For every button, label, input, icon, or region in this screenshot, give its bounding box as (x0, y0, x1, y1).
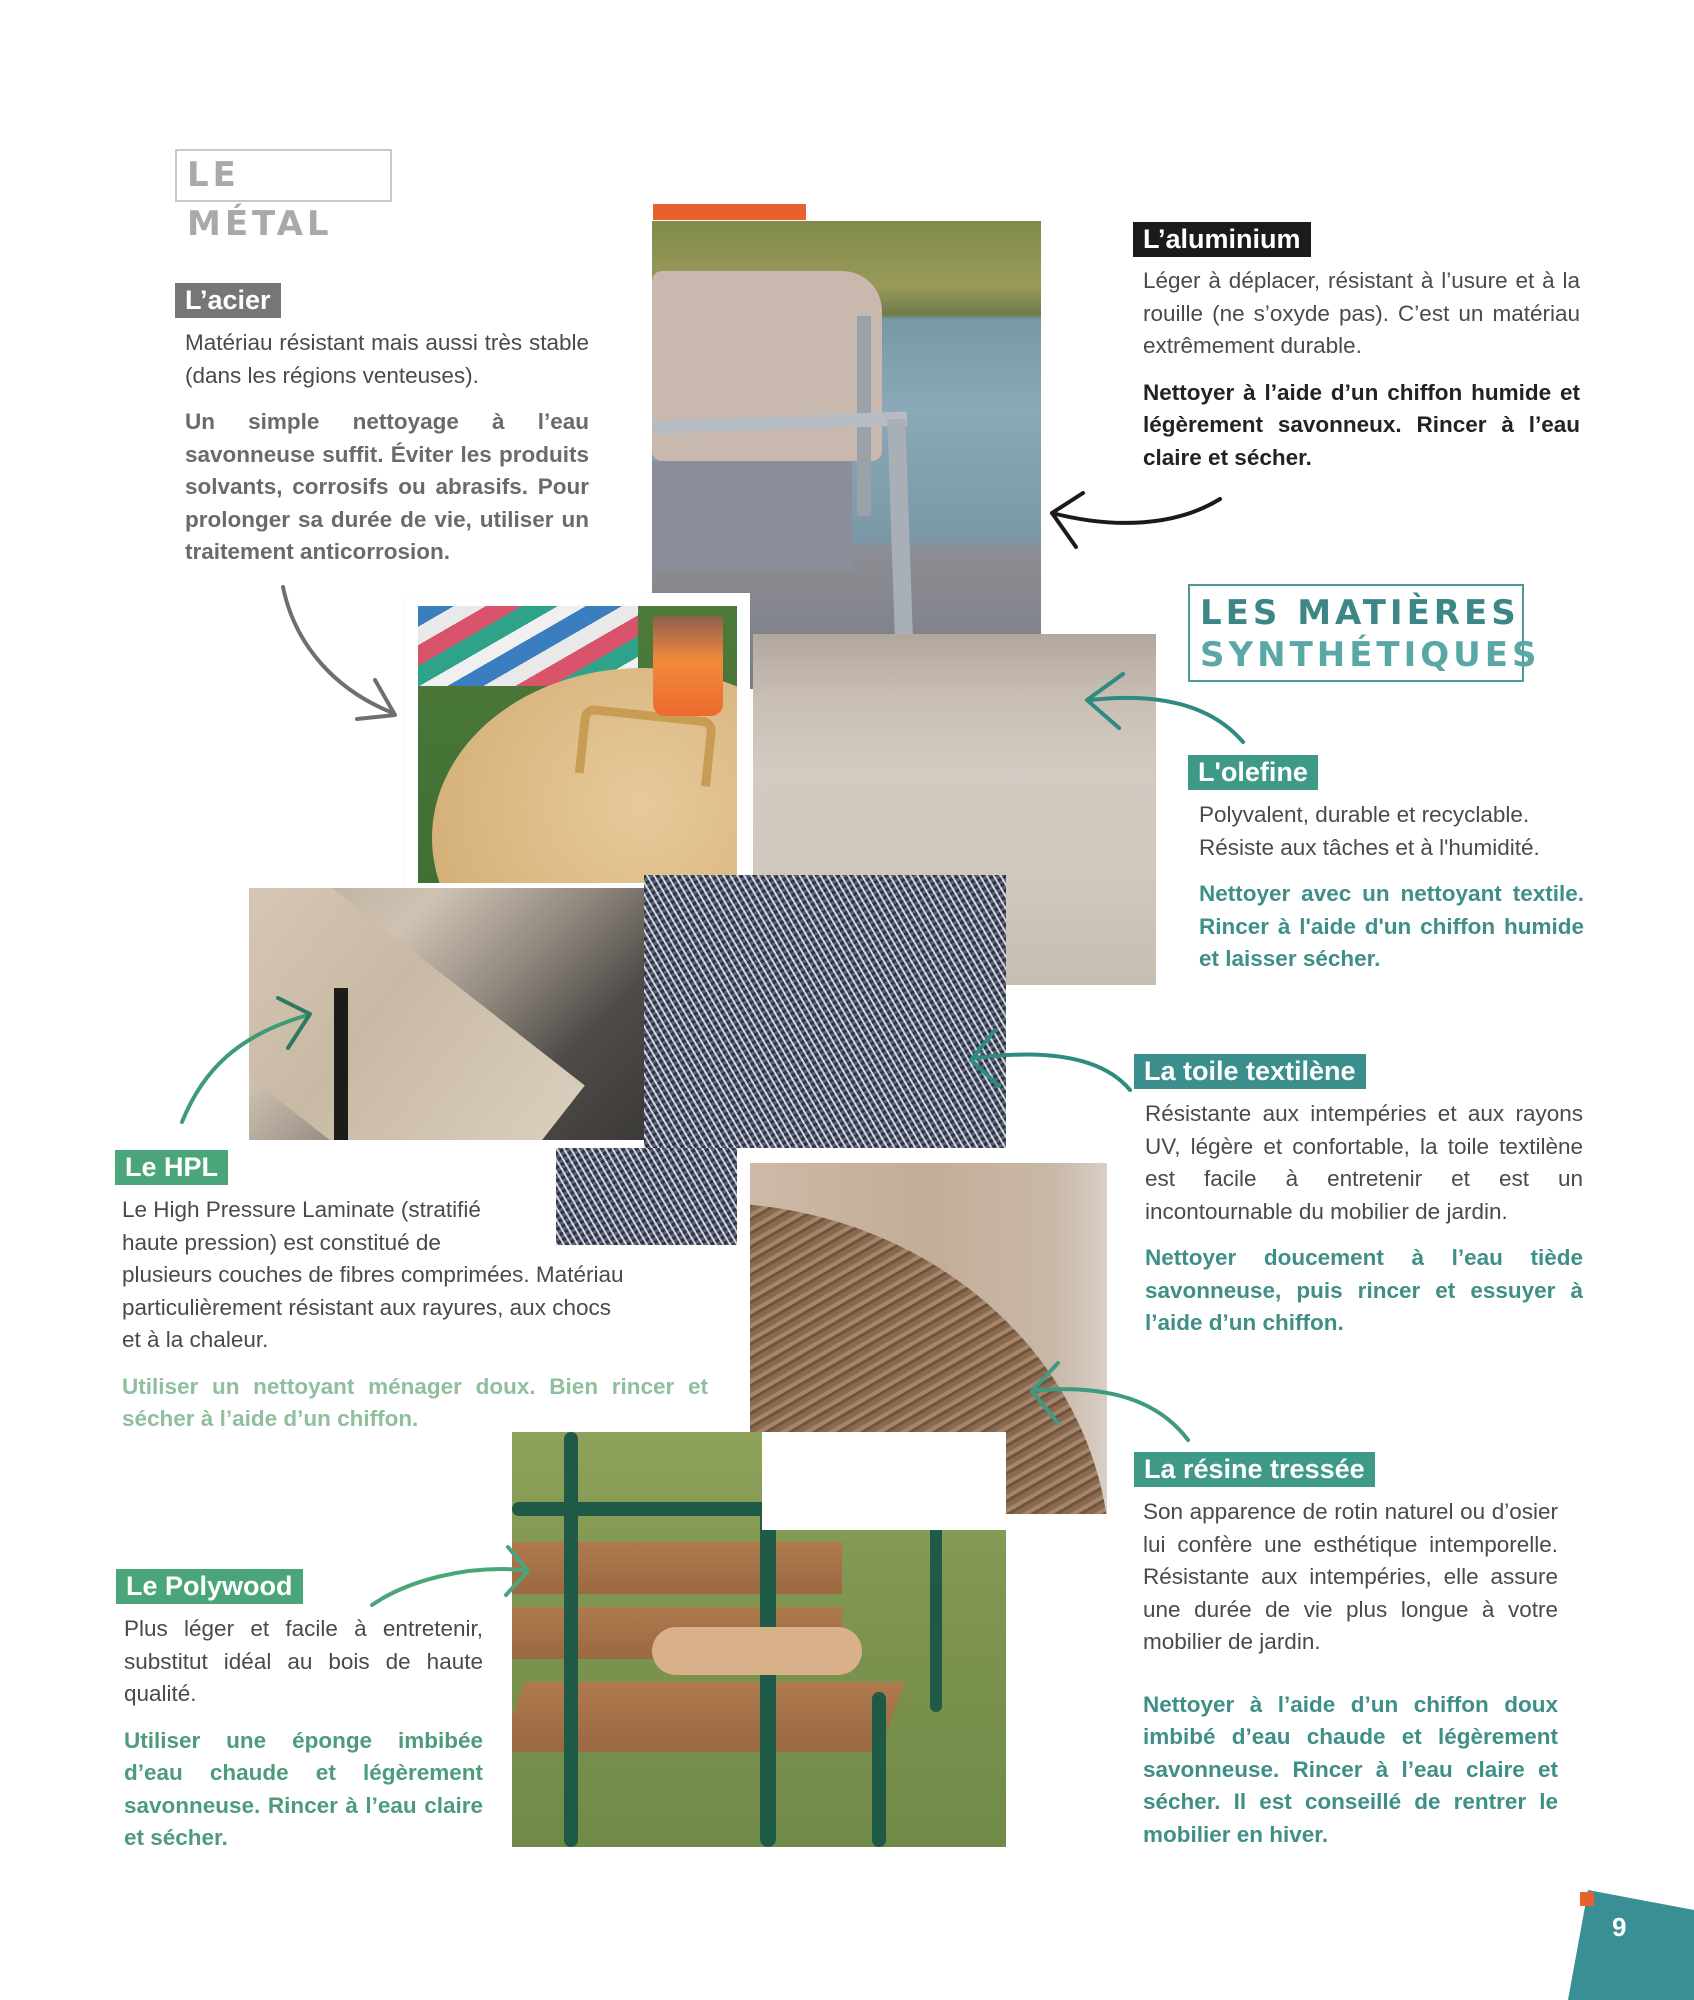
arrow-polywood-icon (368, 1545, 538, 1615)
chair-frame (872, 1692, 886, 1847)
arrow-olefine-icon (1073, 662, 1253, 747)
hpl-description-line2: haute pression) est constitué de (122, 1229, 441, 1255)
chair-frame (930, 1512, 942, 1712)
resine-description: Son apparence de rotin naturel ou d’osier lui confère une esthétique intemporelle. Résistante aux intempéries, elle assure une durée de vie plus longue à votre mobilier de jardin. (1143, 1499, 1558, 1654)
steel-round-table-photo (418, 606, 737, 883)
aluminium-description: Léger à déplacer, résistant à l’usure et à la rouille (ne s’oxyde pas). C’est un matériau extrêmement durable. (1143, 268, 1580, 358)
arrow-acier-icon (275, 585, 410, 725)
arrow-hpl-icon (178, 990, 318, 1130)
chair-slat (512, 1542, 842, 1594)
resine-text-block (1143, 1496, 1558, 1865)
tag-hpl: Le HPL (115, 1150, 228, 1185)
section-title-metal-text: LE MÉTAL (187, 155, 333, 244)
table-leg (334, 988, 348, 1140)
chair-frame (512, 1502, 772, 1516)
hpl-description-line1: Le High Pressure Laminate (stratifié (122, 1197, 481, 1222)
polywood-text-block (124, 1613, 483, 1869)
acier-text-block (185, 327, 589, 583)
hpl-description-line4: particulièrement résistant aux rayures, aux chocs (122, 1294, 611, 1320)
hpl-description-line5: et à la chaleur. (122, 1327, 269, 1352)
arrow-textilene-icon (955, 1020, 1135, 1100)
plush-toy (652, 1627, 862, 1675)
chair-frame (564, 1432, 578, 1847)
polywood-description: Plus léger et facile à entretenir, substitut idéal au bois de haute qualité. (124, 1616, 483, 1706)
section-title-synthetics-line1: LES MATIÈRES (1200, 593, 1520, 633)
section-title-synthetics-line2: SYNTHÉTIQUES (1200, 635, 1541, 675)
tag-aluminium: L’aluminium (1133, 222, 1311, 257)
olefine-description-line1: Polyvalent, durable et recyclable. (1199, 802, 1530, 827)
textilene-text-block (1145, 1098, 1583, 1354)
hpl-text-block (122, 1194, 722, 1450)
accent-bar (653, 204, 806, 220)
textilene-care: Nettoyer doucement à l’eau tiède savonneuse, puis rincer et essuyer à l’aide d’un chiffon. (1145, 1245, 1583, 1335)
aluminium-care: Nettoyer à l’aide d’un chiffon humide et légèrement savonneux. Rincer à l’eau claire et sécher. (1143, 379, 1580, 470)
acier-care: Un simple nettoyage à l’eau savonneuse suffit. Éviter les produits solvants, corrosifs ou abrasifs. Pour prolonger sa durée de vie, utiliser un traitement anticorrosion. (185, 409, 589, 564)
tag-polywood: Le Polywood (116, 1569, 303, 1604)
table-handle (575, 704, 717, 787)
tag-olefine: L'olefine (1188, 755, 1318, 790)
photo-cutout (762, 1432, 1006, 1530)
polywood-chair-photo (512, 1432, 1006, 1847)
acier-description: Matériau résistant mais aussi très stable (dans les régions venteuses). (185, 330, 589, 388)
polywood-care: Utiliser une éponge imbibée d’eau chaude et légèrement savonneuse. Rincer à l’eau claire et sécher. (124, 1727, 483, 1850)
hpl-care: Utiliser un nettoyant ménager doux. Bien rincer et sécher à l’aide d’un chiffon. (122, 1373, 708, 1431)
arrow-aluminium-icon (1048, 485, 1228, 555)
resine-care: Nettoyer à l’aide d’un chiffon doux imbibé d’eau chaude et légèrement savonneuse. Rincer à l’eau claire et sécher. Il est conseillé de rentrer le mobilier en hiver. (1143, 1691, 1558, 1847)
tag-acier: L’acier (175, 283, 281, 318)
cushion-seat (652, 461, 852, 571)
hpl-description-line3: plusieurs couches de fibres comprimées. Matériau (122, 1262, 624, 1287)
page-number-tab (1566, 1882, 1694, 2000)
tag-resine: La résine tressée (1134, 1452, 1375, 1487)
textilene-description: Résistante aux intempéries et aux rayons UV, légère et confortable, la toile textilène est facile à entretenir et est un incontournable du mobilier de jardin. (1145, 1101, 1583, 1224)
section-title-metal (175, 149, 392, 244)
juice-glass (653, 616, 723, 716)
textilene-weave-photo (644, 875, 1006, 1148)
tag-textilene: La toile textilène (1134, 1054, 1366, 1089)
olefine-care: Nettoyer avec un nettoyant textile. Rincer à l'aide d'un chiffon humide et laisser sécher. (1199, 881, 1584, 971)
orange-square-icon (1580, 1892, 1594, 1906)
page-number: 9 (1612, 1912, 1627, 1942)
arrow-resine-icon (1018, 1355, 1193, 1445)
olefine-text-block (1199, 799, 1584, 990)
aluminium-text-block (1143, 265, 1580, 488)
olefine-description-line2: Résiste aux tâches et à l'humidité. (1199, 834, 1540, 860)
